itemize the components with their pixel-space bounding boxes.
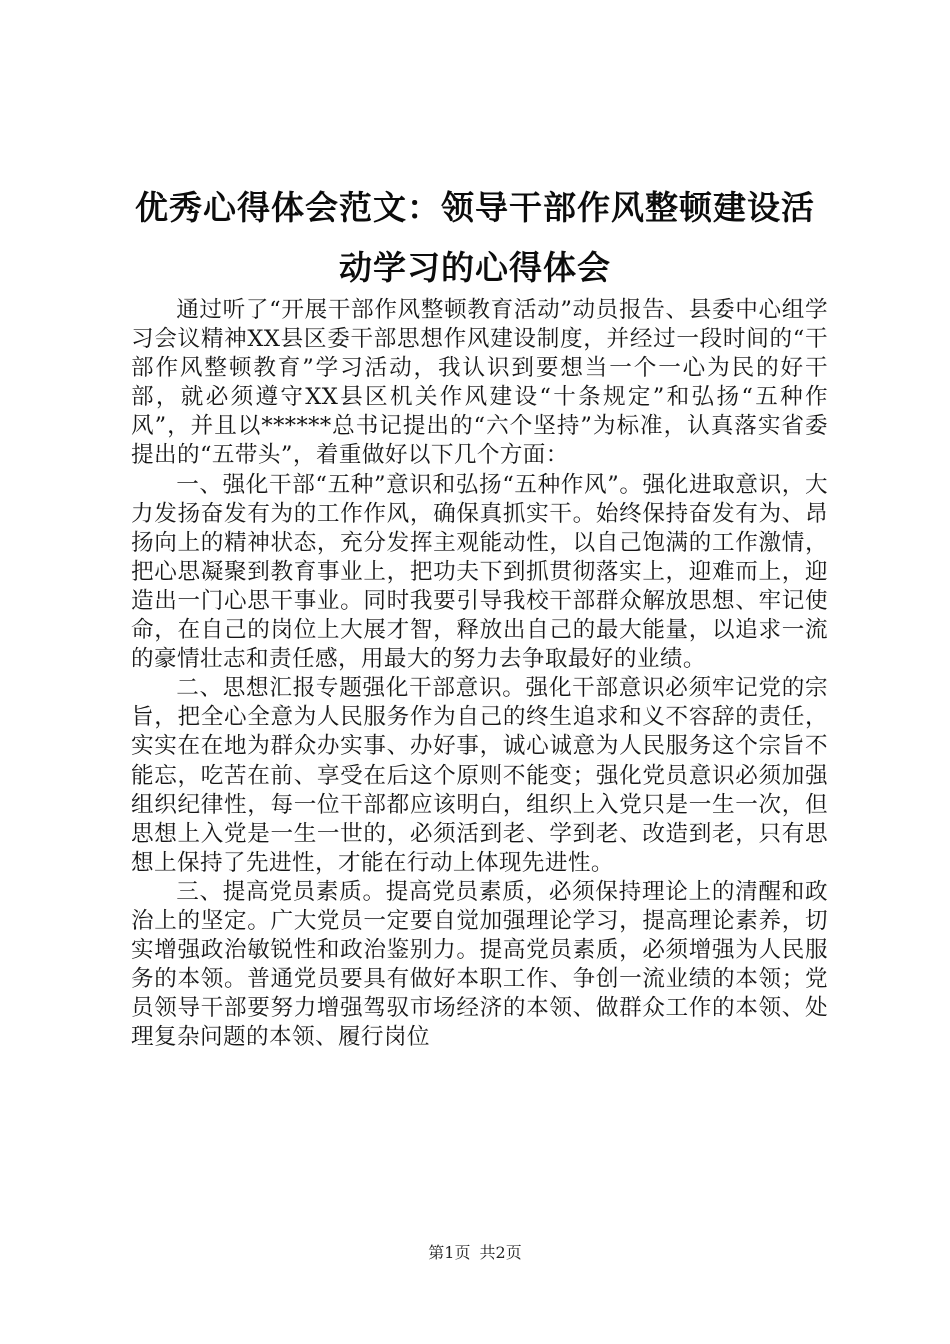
page-footer — [0, 1243, 950, 1263]
paragraph-intro: 通过听了“开展干部作风整顿教育活动”动员报告、县委中心组学习会议精神XX县区委干部思想作风建设制度，并经过一段时间的“干部作风整顿教育”学习活动，我认识到要想当一个一心为民的好干部，就必须遵守XX县区机关作风建设“十条规定”和弘扬“五种作风”，并且以******总书记提出的“六个坚持”为标准，认真落实省委提出的“五带头”，着重做好以下几个方面： — [131, 297, 828, 469]
page-total: 共2页 — [479, 1243, 522, 1262]
paragraph-section-3: 三、提高党员素质。提高党员素质，必须保持理论上的清醒和政治上的坚定。广大党员一定要自觉加强理论学习，提高理论素养，切实增强政治敏锐性和政治鉴别力。提高党员素质，必须增强为人民服务的本领。普通党员要具有做好本职工作、争创一流业绩的本领；党员领导干部要努力增强驾驭市场经济的本领、做群众工作的本领、处理复杂问题的本领、履行岗位 — [131, 878, 828, 1051]
page-number: 第1页 — [428, 1243, 471, 1262]
paragraph-section-2: 二、思想汇报专题强化干部意识。强化干部意识必须牢记党的宗旨，把全心全意为人民服务作为自己的终生追求和义不容辞的责任，实实在在地为群众办实事、办好事，诚心诚意为人民服务这个宗旨不能忘，吃苦在前、享受在后这个原则不能变；强化党员意识必须加强组织纪律性，每一位干部都应该明白，组织上入党只是一生一次，但思想上入党是一生一世的，必须活到老、学到老、改造到老，只有思想上保持了先进性，才能在行动上体现先进性。 — [131, 675, 828, 876]
document-body — [131, 296, 828, 1052]
paragraph-section-1: 一、强化干部“五种”意识和弘扬“五种作风”。强化进取意识，大力发扬奋发有为的工作作风，确保真抓实干。始终保持奋发有为、昂扬向上的精神状态，充分发挥主观能动性，以自己饱满的工作激情，把心思凝聚到教育事业上，把功夫下到抓贯彻落实上，迎难而上，迎造出一门心思干事业。同时我要引导我校干部群众解放思想、牢记使命，在自己的岗位上大展才智，释放出自己的最大能量，以追求一流的豪情壮志和责任感，用最大的努力去争取最好的业绩。 — [131, 471, 828, 673]
document-title — [100, 178, 850, 298]
title-line-1: 优秀心得体会范文：领导干部作风整顿建设活 — [135, 188, 815, 227]
title-line-2: 动学习的心得体会 — [339, 248, 611, 287]
